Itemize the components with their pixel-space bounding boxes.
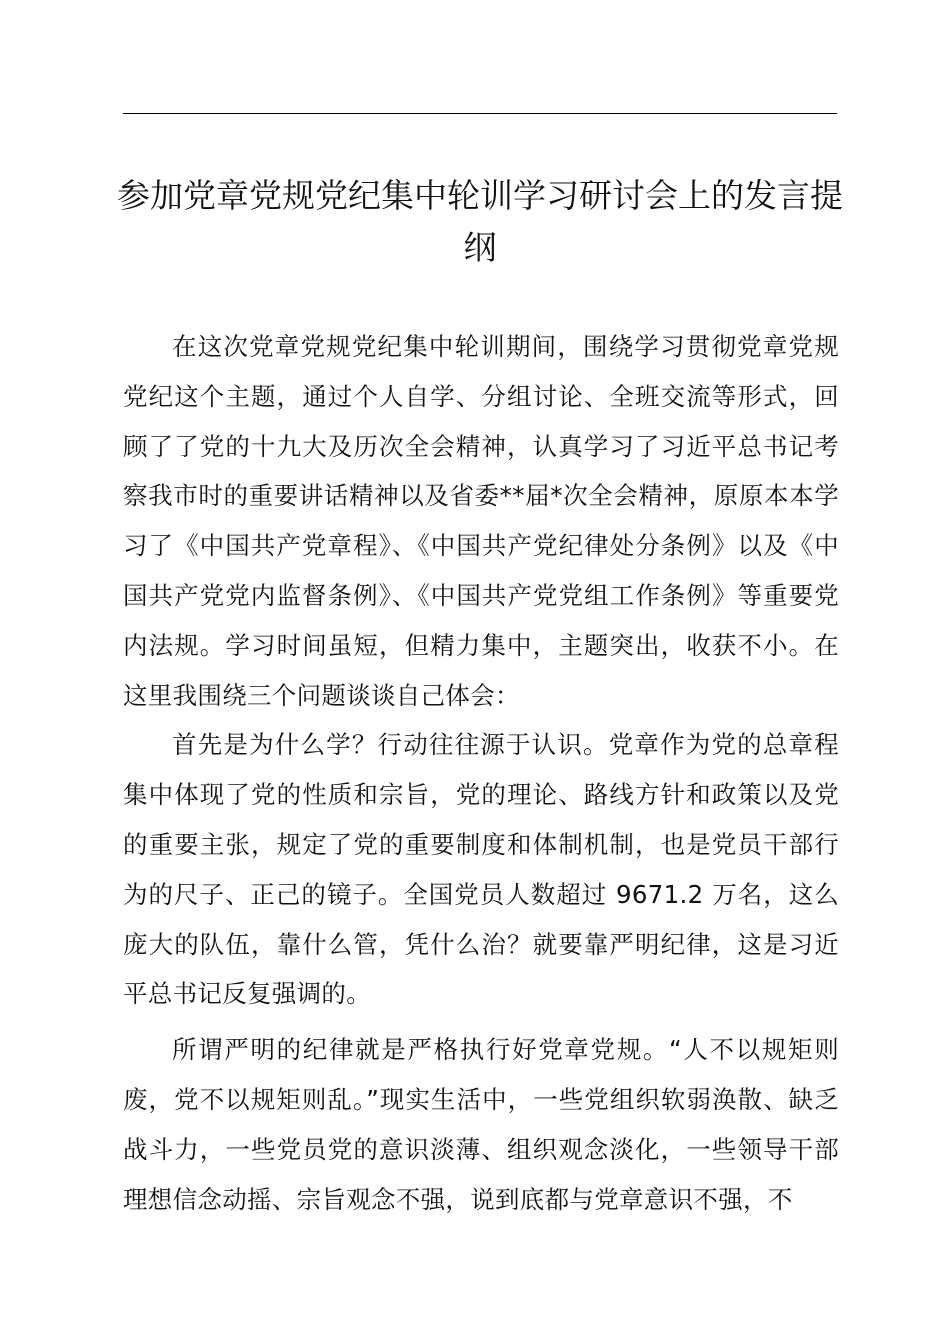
paragraph-intro: 在这次党章党规党纪集中轮训期间，围绕学习贯彻党章党规党纪这个主题，通过个人自学、分组讨论、全班交流等形式，回顾了了党的十九大及历次全会精神，认真学习了习近平总书记考察我市时的重要讲话精神以及省委**届*次全会精神，原原本本学习了《中国共产党章程》、《中国共产党纪律处分条例》以及《中国共产党党内监督条例》、《中国共产党党组工作条例》等重要党内法规。学习时间虽短，但精力集中，主题突出，收获不小。在这里我围绕三个问题谈谈自己体会： (123, 332, 839, 710)
header-rule (123, 113, 837, 114)
document-body (123, 322, 839, 1224)
document-title: 参加党章党规党纪集中轮训学习研讨会上的发言提纲 (117, 176, 843, 267)
paragraph-strict-discipline: 所谓严明的纪律就是严格执行好党章党规。“人不以规矩则废，党不以规矩则乱。”现实生活中，一些党组织软弱涣散、缺乏战斗力，一些党员党的意识淡薄、组织观念淡化，一些领导干部理想信念动摇、宗旨观念不强，说到底都与党章意识不强，不 (123, 1035, 839, 1214)
paragraph-why-study: 首先是为什么学？行动往往源于认识。党章作为党的总章程集中体现了党的性质和宗旨，党的理论、路线方针和政策以及党的重要主张，规定了党的重要制度和体制机制，也是党员干部行为的尺子、正己的镜子。全国党员人数超过 9671.2 万名，这么庞大的队伍，靠什么管，凭什么治？就要靠严明纪律，这是习近平总书记反复强调的。 (123, 730, 839, 1009)
